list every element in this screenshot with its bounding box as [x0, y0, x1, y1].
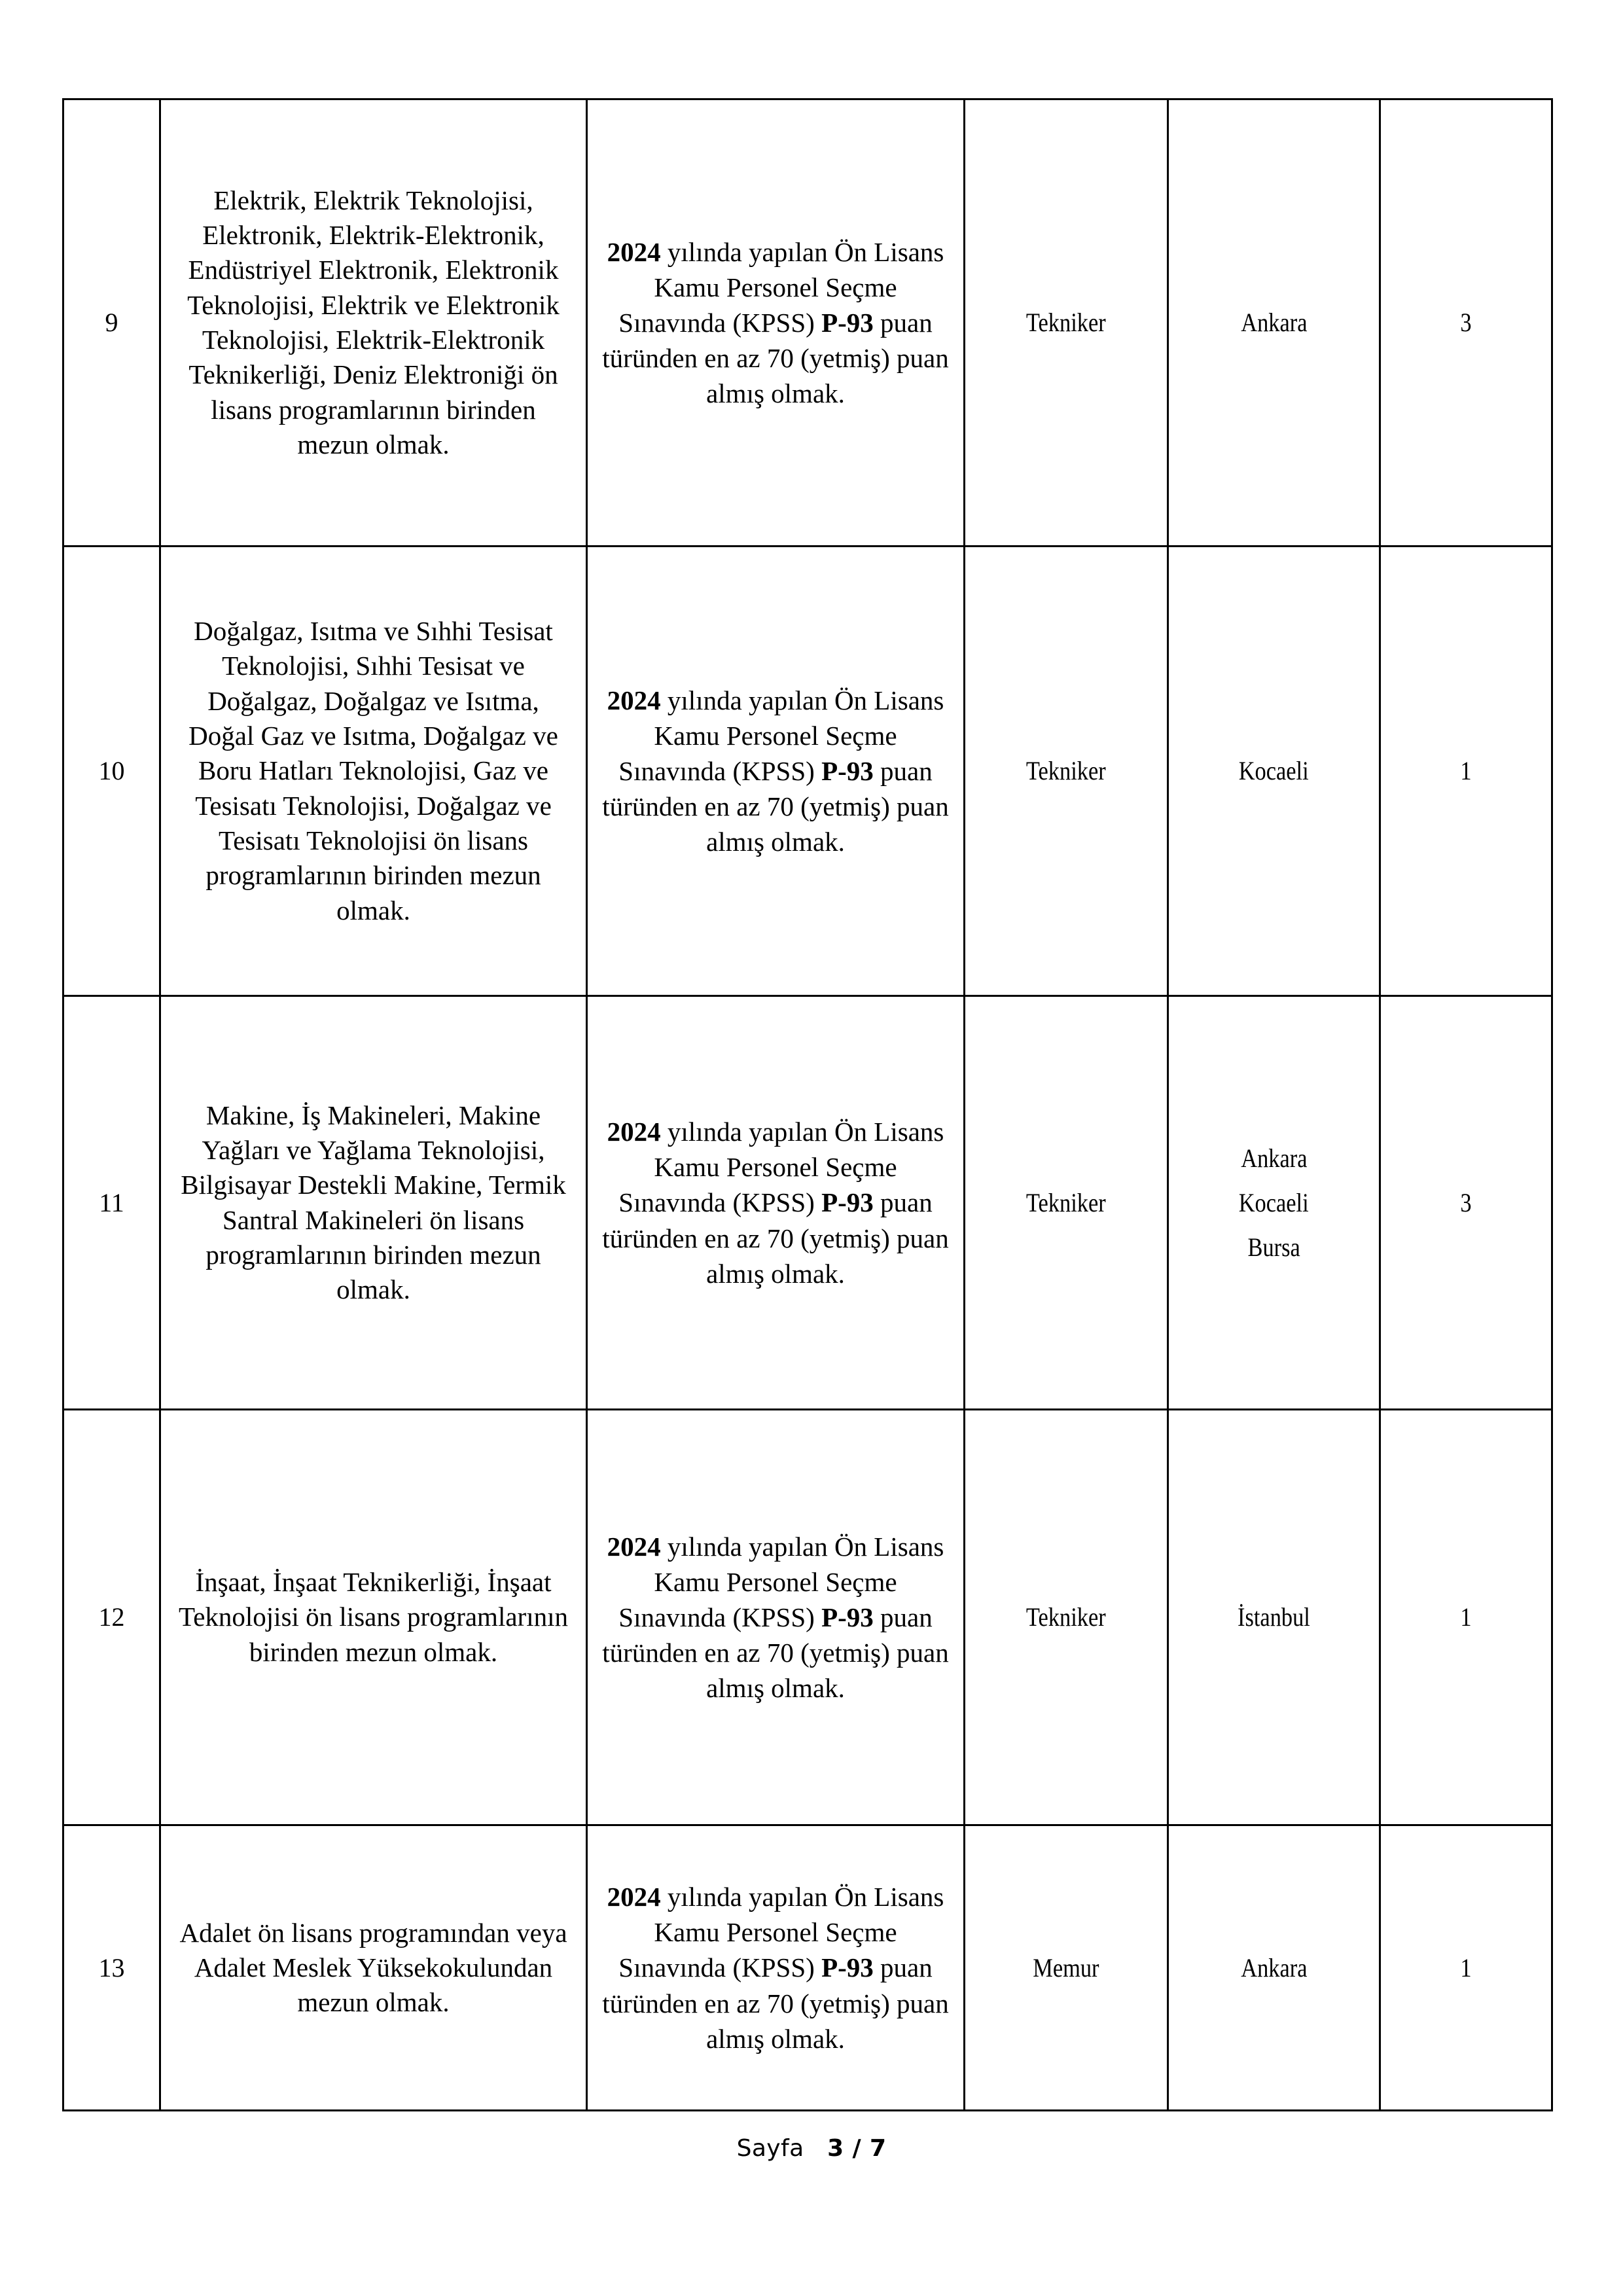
position-title-text: Tekniker: [1026, 1602, 1106, 1632]
kpss-year: 2024: [607, 236, 661, 267]
table-row: [63, 99, 1552, 547]
position-count: [1380, 1410, 1552, 1825]
position-count: [1380, 1825, 1552, 2111]
kpss-score-code: P-93: [821, 755, 874, 786]
row-number: 10: [63, 547, 160, 996]
position-title: [965, 1410, 1168, 1825]
position-title: [965, 547, 1168, 996]
position-count-text: 1: [1460, 1952, 1472, 1982]
position-title: [965, 1825, 1168, 2111]
position-title-text: Tekniker: [1026, 1187, 1106, 1217]
work-location-city-text: Kocaeli: [1239, 1187, 1309, 1217]
page-footer: [0, 2135, 1623, 2162]
kpss-condition: [587, 1410, 965, 1825]
kpss-condition: [587, 547, 965, 996]
position-title: [965, 996, 1168, 1410]
position-count: [1380, 99, 1552, 547]
kpss-score-code: P-93: [821, 307, 874, 338]
row-number: 13: [63, 1825, 160, 2111]
kpss-condition: [587, 1825, 965, 2111]
table-row: [63, 1410, 1552, 1825]
work-location: [1168, 99, 1380, 547]
table-row: [63, 1825, 1552, 2111]
work-location-city: [1169, 1952, 1379, 1984]
position-count-text: 3: [1460, 1187, 1472, 1217]
position-title: [965, 99, 1168, 547]
kpss-year: 2024: [607, 1117, 661, 1147]
work-location: [1168, 996, 1380, 1410]
row-number: 9: [63, 99, 160, 547]
position-title-text: Tekniker: [1026, 308, 1106, 337]
kpss-score-code: P-93: [821, 1952, 874, 1983]
qualification-requirement: Makine, İş Makineleri, Makine Yağları ve Yağlama Teknolojisi, Bilgisayar Destekli Makine, Termik Santral Makineleri ön lisans programlarının birinden mezun olmak.: [160, 996, 587, 1410]
table-row: [63, 547, 1552, 996]
kpss-condition: [587, 996, 965, 1410]
work-location-city-text: Ankara: [1240, 1952, 1308, 1982]
kpss-text-before-code: yılında yapılan Ön Lisans Kamu Personel Seçme Sınavında (KPSS): [618, 236, 944, 338]
row-number: 11: [63, 996, 160, 1410]
kpss-text-before-code: yılında yapılan Ön Lisans Kamu Personel Seçme Sınavında (KPSS): [618, 1117, 944, 1218]
kpss-text-after-code: puan türünden en az 70 (yetmiş) puan almış olmak.: [602, 1602, 949, 1704]
position-title-text: Tekniker: [1026, 756, 1106, 785]
qualification-requirement: Elektrik, Elektrik Teknolojisi, Elektronik, Elektrik-Elektronik, Endüstriyel Elektronik, Elektronik Teknolojisi, Elektrik ve Elektronik Teknolojisi, Elektrik-Elektronik Teknikerliği, Deniz Elektroniği ön lisans programlarının birinden mezun olmak.: [160, 99, 587, 547]
table-row: [63, 996, 1552, 1410]
kpss-year: 2024: [607, 1882, 661, 1912]
work-location-city: [1169, 1187, 1379, 1219]
footer-label: Sayfa: [736, 2135, 804, 2162]
kpss-text-after-code: puan türünden en az 70 (yetmiş) puan almış olmak.: [602, 307, 949, 409]
work-location-city-text: Ankara: [1240, 1143, 1308, 1173]
work-location-city: [1169, 755, 1379, 787]
position-count: [1380, 547, 1552, 996]
work-location-city-text: Ankara: [1240, 308, 1308, 337]
kpss-text-after-code: puan türünden en az 70 (yetmiş) puan almış olmak.: [602, 1952, 949, 2054]
kpss-text-after-code: puan türünden en az 70 (yetmiş) puan almış olmak.: [602, 755, 949, 857]
work-location-city: [1169, 1142, 1379, 1175]
kpss-text-before-code: yılında yapılan Ön Lisans Kamu Personel Seçme Sınavında (KPSS): [618, 1531, 944, 1632]
kpss-score-code: P-93: [821, 1187, 874, 1218]
position-count-text: 1: [1460, 1602, 1472, 1632]
row-number: 12: [63, 1410, 160, 1825]
position-title-text: Memur: [1033, 1952, 1099, 1982]
kpss-text-before-code: yılında yapılan Ön Lisans Kamu Personel Seçme Sınavında (KPSS): [618, 685, 944, 786]
job-positions-table: [62, 98, 1553, 2111]
kpss-condition: [587, 99, 965, 547]
footer-page-numbers: 3 / 7: [827, 2135, 887, 2162]
table-body: [63, 99, 1552, 2111]
qualification-requirement: İnşaat, İnşaat Teknikerliği, İnşaat Teknolojisi ön lisans programlarının birinden mezun olmak.: [160, 1410, 587, 1825]
kpss-text-before-code: yılında yapılan Ön Lisans Kamu Personel Seçme Sınavında (KPSS): [618, 1882, 944, 1983]
kpss-year: 2024: [607, 685, 661, 715]
work-location-city-text: Bursa: [1247, 1232, 1300, 1262]
work-location-city-text: Kocaeli: [1239, 756, 1309, 785]
work-location-city-text: İstanbul: [1238, 1602, 1310, 1632]
work-location-city: [1169, 1231, 1379, 1264]
work-location: [1168, 1825, 1380, 2111]
position-count-text: 3: [1460, 308, 1472, 337]
position-count: [1380, 996, 1552, 1410]
work-location-city: [1169, 306, 1379, 339]
kpss-score-code: P-93: [821, 1602, 874, 1632]
qualification-requirement: Adalet ön lisans programından veya Adalet Meslek Yüksekokulundan mezun olmak.: [160, 1825, 587, 2111]
work-location: [1168, 1410, 1380, 1825]
work-location-city: [1169, 1601, 1379, 1634]
work-location: [1168, 547, 1380, 996]
position-count-text: 1: [1460, 756, 1472, 785]
qualification-requirement: Doğalgaz, Isıtma ve Sıhhi Tesisat Teknolojisi, Sıhhi Tesisat ve Doğalgaz, Doğalgaz ve Isıtma, Doğal Gaz ve Isıtma, Doğalgaz ve Boru Hatları Teknolojisi, Gaz ve Tesisatı Teknolojisi, Doğalgaz ve Tesisatı Teknolojisi ön lisans programlarının birinden mezun olmak.: [160, 547, 587, 996]
kpss-year: 2024: [607, 1531, 661, 1562]
kpss-text-after-code: puan türünden en az 70 (yetmiş) puan almış olmak.: [602, 1187, 949, 1289]
